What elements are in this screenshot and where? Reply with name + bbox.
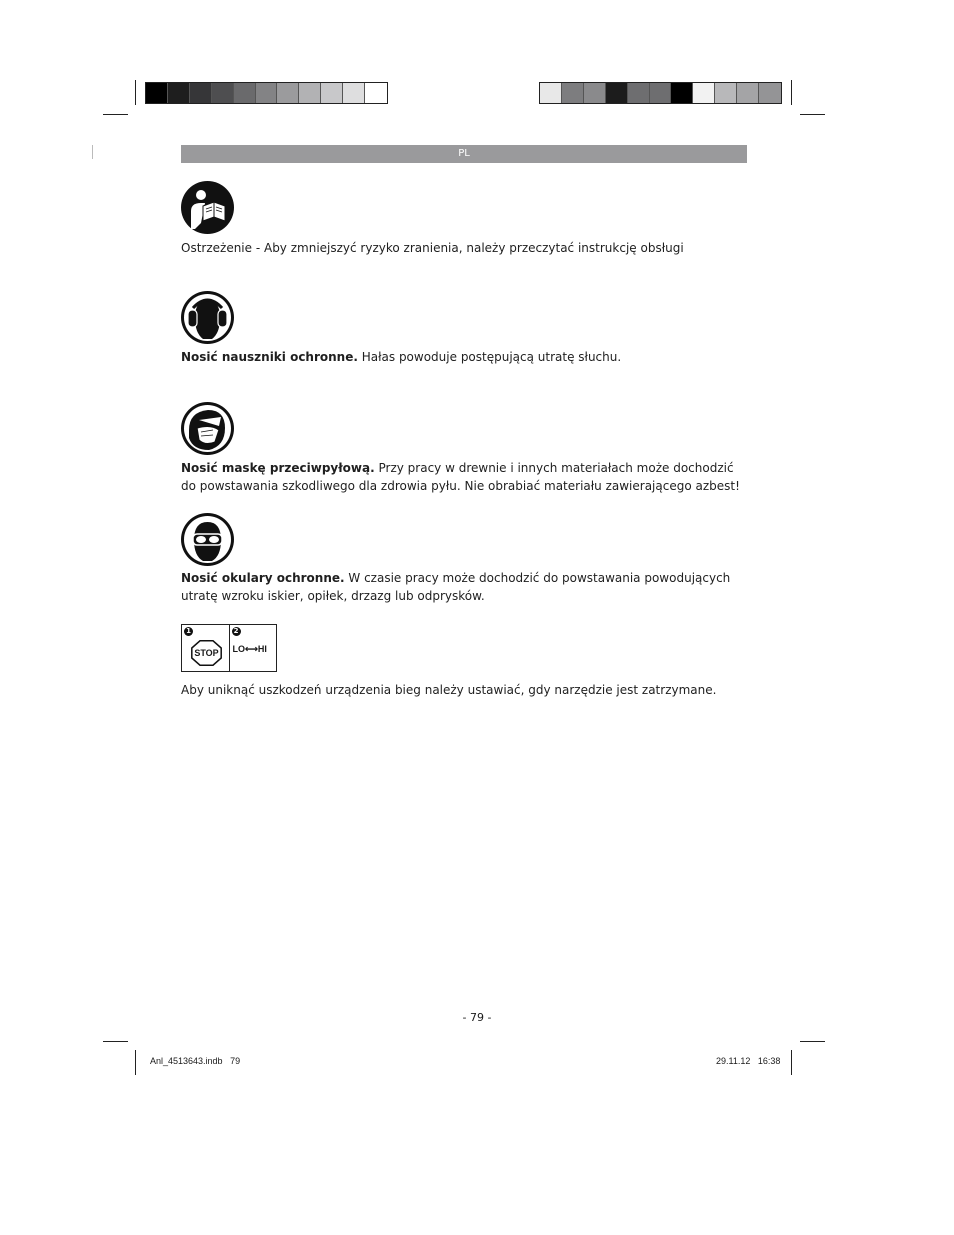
color-swatch (693, 83, 715, 103)
stop-label: STOP (194, 648, 219, 658)
color-swatch (650, 83, 672, 103)
gear-change-note (181, 681, 751, 699)
footer-timestamp: 29.11.12 16:38 (716, 1056, 781, 1066)
instruction-title: Nosić maskę przeciwpyłową. (181, 461, 375, 475)
color-swatch (628, 83, 650, 103)
color-swatch (759, 83, 781, 103)
instruction-text: W czasie pracy może dochodzić do powstawania powodujących utratę wzroku iskier, opiłek, drzazg lub odprysków. (181, 571, 731, 603)
instruction-title: Nosić okulary ochronne. (181, 571, 345, 585)
color-swatch (540, 83, 562, 103)
language-header-bar: PL (181, 145, 747, 163)
color-swatch (212, 83, 234, 103)
lo-label: LO (232, 644, 245, 654)
crop-mark (791, 80, 792, 105)
color-swatch (277, 83, 299, 103)
crop-mark (800, 1041, 825, 1042)
step-badge-1: 1 (184, 627, 193, 636)
crop-mark (800, 114, 825, 115)
dust-mask-instruction (181, 459, 751, 495)
step-badge-2: 2 (232, 627, 241, 636)
crop-mark (135, 80, 136, 105)
color-swatch (343, 83, 365, 103)
stop-cell (182, 625, 229, 671)
crop-mark (92, 145, 93, 159)
gear-selection-figure (181, 624, 277, 672)
read-manual-warning (181, 239, 751, 257)
speed-range-label (233, 644, 267, 655)
color-swatch (321, 83, 343, 103)
ear-protection-icon (181, 291, 234, 344)
color-calibration-bar-left (145, 82, 388, 104)
speed-switch-cell (229, 625, 277, 671)
safety-goggles-instruction (181, 569, 751, 605)
instruction-text: Przy pracy w drewnie i innych materiałach może dochodzić do powstawania szkodliwego dla zdrowia pyłu. Nie obrabiać materiału zawierającego azbest! (181, 461, 740, 493)
color-swatch (715, 83, 737, 103)
color-swatch (146, 83, 168, 103)
ear-protection-instruction (181, 348, 751, 366)
safety-goggles-icon (181, 513, 234, 566)
instruction-title: Nosić nauszniki ochronne. (181, 350, 358, 364)
double-arrow-icon: ⟷ (245, 644, 258, 654)
crop-mark (103, 1041, 128, 1042)
color-calibration-bar-right (539, 82, 782, 104)
gear-change-text: Aby uniknąć uszkodzeń urządzenia bieg należy ustawiać, gdy narzędzie jest zatrzymane. (181, 683, 717, 697)
color-swatch (256, 83, 278, 103)
color-swatch (190, 83, 212, 103)
color-swatch (365, 83, 387, 103)
hi-label: HI (257, 644, 267, 654)
color-swatch (737, 83, 759, 103)
color-swatch (562, 83, 584, 103)
color-swatch (606, 83, 628, 103)
dust-mask-icon (181, 402, 234, 455)
color-swatch (234, 83, 256, 103)
color-swatch (584, 83, 606, 103)
crop-mark (791, 1050, 792, 1075)
color-swatch (168, 83, 190, 103)
instruction-text: Hałas powoduje postępującą utratę słuchu. (357, 350, 622, 364)
page-number: - 79 - (462, 1011, 492, 1024)
color-swatch (671, 83, 693, 103)
read-manual-icon (181, 181, 234, 234)
footer-file-info: Anl_4513643.indb 79 (150, 1056, 241, 1066)
warning-text: Ostrzeżenie - Aby zmniejszyć ryzyko zranienia, należy przeczytać instrukcję obsługi (181, 241, 684, 255)
crop-mark (103, 114, 128, 115)
color-swatch (299, 83, 321, 103)
crop-mark (135, 1050, 136, 1075)
